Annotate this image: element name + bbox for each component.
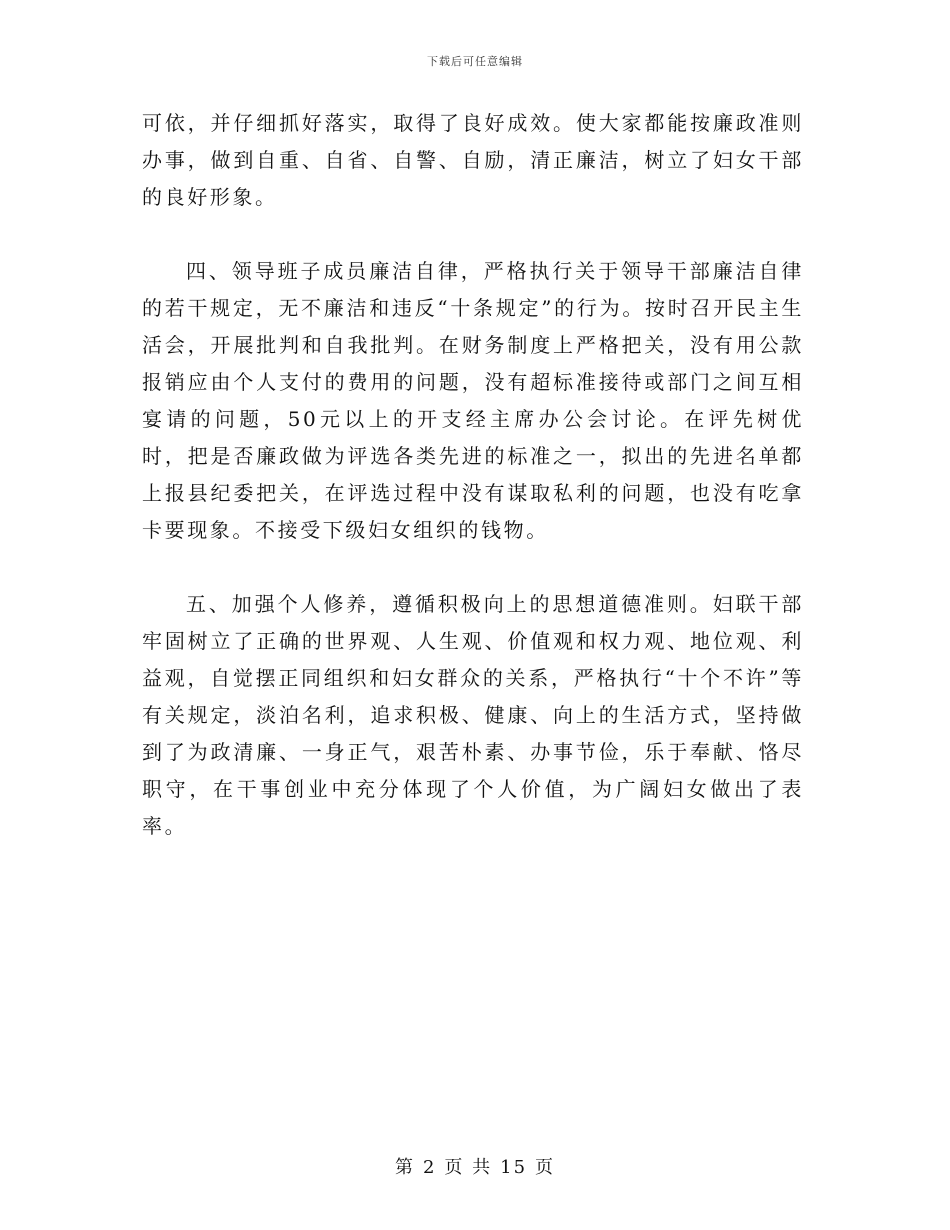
- document-body: [142, 105, 804, 845]
- page-header: 下载后可任意编辑: [427, 55, 523, 68]
- paragraph-section-four: 四、领导班子成员廉洁自律，严格执行关于领导干部廉洁自律的若干规定，无不廉洁和违反“十条规定”的行为。按时召开民主生活会，开展批判和自我批判。在财务制度上严格把关，没有用公款报销应由个人支付的费用的问题，没有超标准接待或部门之间互相宴请的问题，50元以上的开支经主席办公会讨论。在评先树优时，把是否廉政做为评选各类先进的标准之一，拟出的先进名单都上报县纪委把关，在评选过程中没有谋取私利的问题，也没有吃拿卡要现象。不接受下级妇女组织的钱物。: [142, 259, 804, 542]
- footer-prefix: 第: [394, 1157, 415, 1178]
- current-page-number: 2: [422, 1157, 437, 1178]
- footer-suffix: 页: [535, 1157, 556, 1178]
- page-footer: [0, 1153, 950, 1179]
- total-pages-number: 15: [500, 1157, 528, 1178]
- paragraph-section-five: 五、加强个人修养，遵循积极向上的思想道德准则。妇联干部牢固树立了正确的世界观、人生观、价值观和权力观、地位观、利益观，自觉摆正同组织和妇女群众的关系，严格执行“十个不许”等有关规定，淡泊名利，追求积极、健康、向上的生活方式，坚持做到了为政清廉、一身正气，艰苦朴素、办事节俭，乐于奉献、恪尽职守，在干事创业中充分体现了个人价值，为广阔妇女做出了表率。: [142, 592, 804, 838]
- footer-mid: 页 共: [444, 1157, 493, 1178]
- paragraph-continuation: 可依，并仔细抓好落实，取得了良好成效。使大家都能按廉政准则办事，做到自重、自省、自警、自励，清正廉洁，树立了妇女干部的良好形象。: [142, 111, 804, 209]
